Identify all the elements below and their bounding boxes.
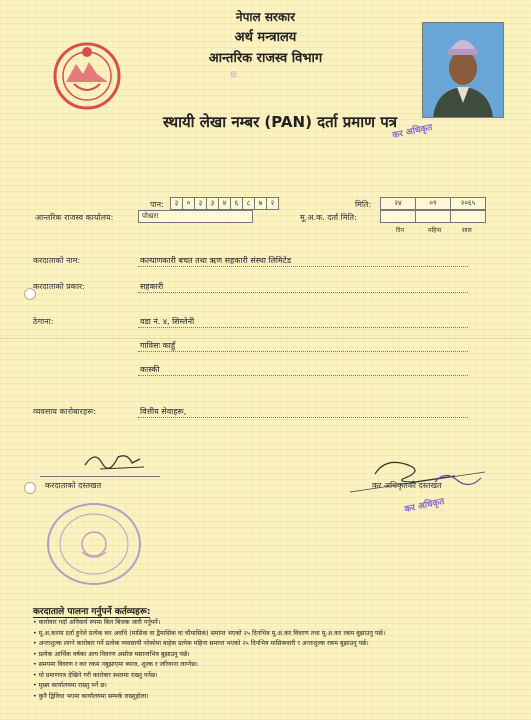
- date-month-caption: महिना: [428, 227, 442, 234]
- type-line: [138, 292, 468, 293]
- faint-stamp: ⊙: [229, 69, 239, 81]
- date-day-caption: दिन: [396, 227, 405, 234]
- note-item: • मू.अ.करमा दर्ता हुनेले प्रत्येक कर अवधि (मासिक वा द्वैमासिक वा चौमासिक) समाप्त भएको २५ दिनभित्र मू.अ.कर विवरण तथा मू.अ.कर रकम बुझाउनु पर्छ।: [33, 629, 386, 637]
- ird-office-value: पोखरा: [138, 210, 253, 223]
- pan-number-boxes: [170, 197, 279, 210]
- officer-stamp-bottom: कर अधिकृत: [403, 496, 446, 516]
- vat-date-boxes: [380, 210, 486, 223]
- date-boxes: [380, 197, 486, 210]
- note-item: • कारोवार गर्दा अनिवार्य रुपमा बिल बिजक जारी गर्नुपर्ने।: [33, 619, 161, 626]
- date-month: ०९: [416, 197, 451, 210]
- vat-date-month: [416, 210, 451, 223]
- address-vdc-value: गाविसः काहुँ: [140, 341, 176, 350]
- address-line-3: [138, 375, 468, 376]
- pan-digit: ८: [243, 197, 255, 210]
- business-label: व्यवसाय कारोबारहरू:: [33, 407, 97, 416]
- pan-digit: ६: [231, 197, 243, 210]
- office-seal: [44, 500, 144, 588]
- pan-label: पान:: [150, 200, 164, 209]
- address-ward-value: वडा नं. ४, सिम्लेनी: [140, 317, 195, 326]
- taxpayer-sign-label: करदाताको दस्तखत: [45, 481, 102, 490]
- pan-digit: २: [267, 197, 279, 210]
- note-item: • कुनै द्विविधा भएमा कार्यालयमा सम्पर्क राख्नुहोला।: [33, 692, 149, 700]
- address-label: ठेगाना:: [33, 317, 54, 326]
- taxpayer-type-label: करदाताको प्रकार:: [33, 282, 85, 291]
- taxpayer-type-value: सहकारी: [140, 282, 164, 291]
- certificate-title: स्थायी लेखा नम्बर (PAN) दर्ता प्रमाण पत्र: [162, 113, 398, 131]
- address-district-value: कास्की: [140, 365, 160, 374]
- note-item: • अन्तःशुल्क लाग्ने कारोबार गर्ने प्रत्येक व्यवसायी नरेकोमा बाहेक प्रत्येक महिना समाप्त भएको २५ दिनभित्र मासिकवारी र अन्तःशुल्क रकम बुझाउनु पर्छ।: [33, 640, 369, 647]
- date-day: २४: [380, 197, 416, 210]
- ird-office-box: [138, 210, 253, 223]
- government-heading: नेपाल सरकार: [235, 10, 296, 24]
- pan-digit: ४: [219, 197, 231, 210]
- vat-date-label: मू.अ.क. दर्ता मिति:: [300, 213, 357, 222]
- department-heading: आन्तरिक राजस्व विभाग: [208, 51, 323, 66]
- notes-list: [33, 618, 503, 702]
- fold-line: [0, 338, 531, 339]
- note-item: • मुख्य कार्यालयमा राख्नु पर्ने छ।: [33, 682, 107, 689]
- pan-digit: ३: [195, 197, 207, 210]
- officer-signature: [345, 452, 495, 502]
- address-line-1: [138, 327, 468, 328]
- taxpayer-name-label: करदाताको नाम:: [33, 256, 81, 265]
- pan-digit: ०: [183, 197, 195, 210]
- ird-office-label: आन्तरिक राजस्व कार्यालय:: [35, 213, 114, 222]
- taxpayer-signature: [80, 445, 150, 475]
- vat-date-year: [451, 210, 486, 223]
- pan-digit: ३: [170, 197, 183, 210]
- date-year-caption: साल: [462, 227, 472, 234]
- name-line: [138, 266, 468, 267]
- vat-date-day: [380, 210, 416, 223]
- date-label: मिति:: [355, 200, 372, 209]
- date-year: २०६५: [451, 197, 486, 210]
- note-item: • समयमा विवरण र कर रकम नबुझाएमा ब्याज, शुल्क र जरिवाना लाग्नेछ।: [33, 661, 198, 668]
- pan-digit: ७: [255, 197, 267, 210]
- officer-stamp-top: कर अधिकृत: [391, 122, 434, 142]
- note-item: • यो प्रमाणपत्र देखिने गरी कारोबार स्थलमा राख्नु पर्नेछ।: [33, 671, 158, 679]
- taxpayer-sign-line: [40, 476, 160, 477]
- ministry-heading: अर्थ मन्त्रालय: [234, 30, 297, 45]
- taxpayer-name-value: कल्याणकारी बचत तथा ऋण सहकारी संस्था लिमिटेड: [140, 256, 292, 265]
- punch-hole: [24, 482, 36, 494]
- business-value: वित्तीय सेवाहरू,: [140, 407, 187, 416]
- notes-title: करदाताले पालना गर्नुपर्ने कर्तव्यहरू:: [33, 604, 150, 618]
- holder-photo: [422, 22, 504, 118]
- address-line-2: [138, 351, 468, 352]
- pan-digit: ३: [207, 197, 219, 210]
- business-line: [138, 417, 468, 418]
- officer-sign-label: कर अधिकृतको दस्तखत: [372, 481, 442, 490]
- note-item: • प्रत्येक आर्थिक वर्षका आय विवरण असोज मसान्तभित्र बुझाउनु पर्छ।: [33, 650, 190, 658]
